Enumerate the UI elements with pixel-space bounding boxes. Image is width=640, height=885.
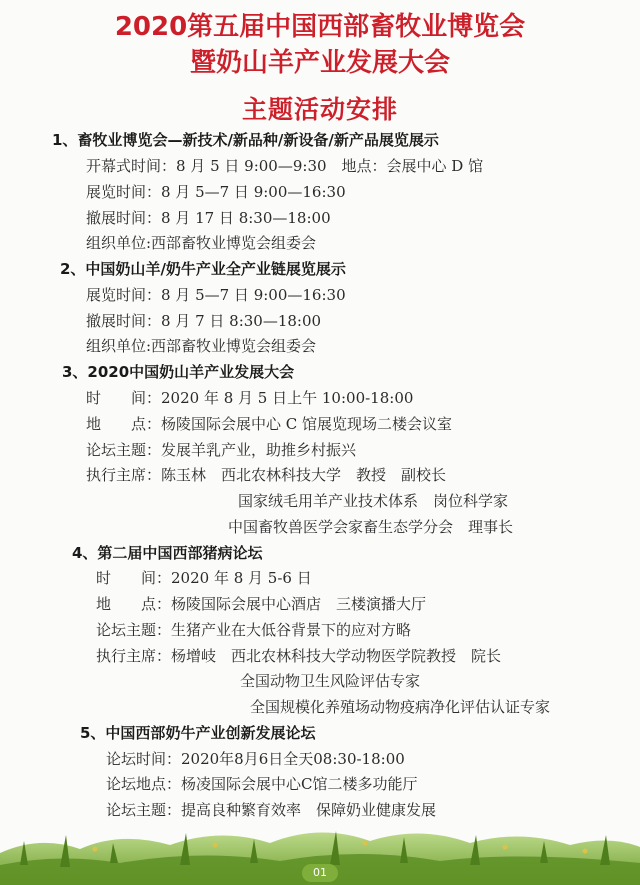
row-value: 杨增岐 西北农林科技大学动物医学院教授 院长 xyxy=(171,647,502,665)
title-line-2: 暨奶山羊产业发展大会 xyxy=(189,48,450,78)
section-2-line: 撤展时间：8 月 7 日 8:30—18:00 xyxy=(86,312,322,330)
section-4-row xyxy=(96,620,411,640)
section-2-heading: 2、中国奶山羊/奶牛产业全产业链展览展示 xyxy=(60,260,346,278)
section-3-row xyxy=(86,465,446,485)
section-3-row xyxy=(86,440,356,460)
row-label: 时 间： xyxy=(86,389,162,407)
section-3-heading: 3、2020中国奶山羊产业发展大会 xyxy=(62,363,295,381)
section-2-line: 展览时间：8 月 5—7 日 9:00—16:30 xyxy=(86,286,346,304)
row-label: 执行主席： xyxy=(86,466,162,484)
page-number: 01 xyxy=(302,864,338,882)
section-4-row xyxy=(96,646,501,666)
row-value: 杨陵国际会展中心 C 馆展览现场二楼会议室 xyxy=(161,415,453,433)
section-3-row xyxy=(86,388,413,408)
section-3-extra: 国家绒毛用羊产业技术体系 岗位科学家 xyxy=(238,492,509,510)
row-label: 论坛主题： xyxy=(86,441,162,459)
row-label: 执行主席： xyxy=(96,647,172,665)
section-1-line: 开幕式时间：8 月 5 日 9:00—9:30 地点：会展中心 D 馆 xyxy=(86,157,484,175)
section-5-line: 论坛时间：2020年8月6日全天08:30-18:00 xyxy=(106,750,405,768)
section-4-row xyxy=(96,568,312,588)
section-4-extra: 全国规模化养殖场动物疫病净化评估认证专家 xyxy=(250,698,551,716)
row-value: 杨陵国际会展中心酒店 三楼演播大厅 xyxy=(171,595,427,613)
section-4-extra: 全国动物卫生风险评估专家 xyxy=(240,672,421,690)
row-value: 生猪产业在大低谷背景下的应对方略 xyxy=(171,621,412,639)
row-value: 2020 年 8 月 5-6 日 xyxy=(171,569,312,587)
section-4-heading: 4、第二届中国西部猪病论坛 xyxy=(72,544,263,562)
section-1-line: 组织单位:西部畜牧业博览会组委会 xyxy=(86,234,317,252)
title-line-1: 2020第五届中国西部畜牧业博览会 xyxy=(114,12,526,42)
subtitle: 主题活动安排 xyxy=(241,95,398,124)
row-value: 陈玉林 西北农林科技大学 教授 副校长 xyxy=(161,466,447,484)
row-label: 地 点： xyxy=(96,595,172,613)
section-1-heading: 1、畜牧业博览会—新技术/新品种/新设备/新产品展览展示 xyxy=(52,131,439,149)
section-2-line: 组织单位:西部畜牧业博览会组委会 xyxy=(86,337,317,355)
section-5-heading: 5、中国西部奶牛产业创新发展论坛 xyxy=(80,724,316,742)
section-3-extra: 中国畜牧兽医学会家畜生态学分会 理事长 xyxy=(228,518,514,536)
row-value: 发展羊乳产业，助推乡村振兴 xyxy=(161,441,357,459)
section-4-row xyxy=(96,594,426,614)
row-label: 时 间： xyxy=(96,569,172,587)
section-3-row xyxy=(86,414,452,434)
section-1-line: 展览时间：8 月 5—7 日 9:00—16:30 xyxy=(86,183,346,201)
section-5-line: 论坛主题：提高良种繁育效率 保障奶业健康发展 xyxy=(106,801,437,819)
row-label: 论坛主题： xyxy=(96,621,172,639)
section-1-line: 撤展时间：8 月 17 日 8:30—18:00 xyxy=(86,209,331,227)
row-label: 地 点： xyxy=(86,415,162,433)
section-5-line: 论坛地点：杨凌国际会展中心C馆二楼多功能厅 xyxy=(106,775,418,793)
row-value: 2020 年 8 月 5 日上午 10:00-18:00 xyxy=(161,389,414,407)
